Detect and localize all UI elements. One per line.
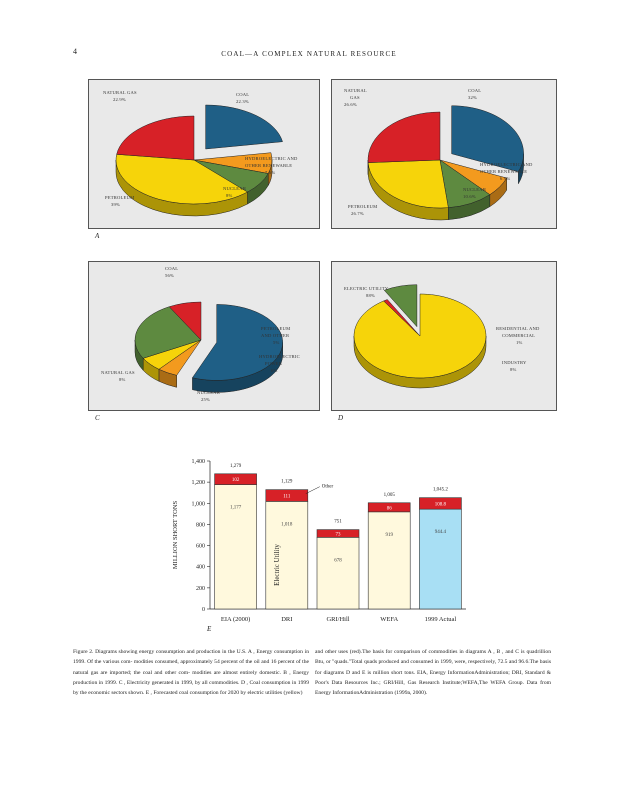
bar-chart-e-plot <box>160 455 480 625</box>
pie-slice-natural-gas <box>117 116 194 160</box>
pie-panel-a <box>88 79 320 229</box>
label-c-hydro: HYDROELECTRIC POWER 6% <box>259 354 300 373</box>
bar-electric-value-label: 919 <box>385 532 393 538</box>
bar-chart-e <box>160 455 480 625</box>
label-b-nuclear: NUCLEAR 10.6% <box>463 187 487 199</box>
label-b-natural-gas: NATURAL GAS 26.6% <box>344 88 367 107</box>
y-tick-label: 0 <box>202 607 205 613</box>
x-category-label: GRI/Hill <box>326 616 350 623</box>
pie-slice-natural-gas <box>368 112 440 163</box>
label-b-coal: COAL 32% <box>468 88 482 100</box>
pie-panel-b <box>331 79 557 229</box>
label-a-nuclear: NUCLEAR 8% <box>223 186 247 198</box>
x-category-label: WEFA <box>380 616 399 623</box>
panel-letter-e: E <box>207 625 212 633</box>
x-category-label: DRI <box>281 616 293 623</box>
bar-electric-value-label: 944.4 <box>434 530 447 536</box>
label-a-natural-gas: NATURAL GAS 22.9% <box>103 90 137 102</box>
pie-slice-coal <box>206 105 283 149</box>
panel-letter-d: D <box>338 414 344 422</box>
y-tick-label: 1,200 <box>191 480 205 487</box>
bar-total-label: 1,045.2 <box>432 487 448 493</box>
label-a-coal: COAL 22.3% <box>236 92 250 104</box>
x-category-label: 1999 Actual <box>424 616 457 623</box>
label-c-petroleum: PETROLEUM AND OTHER 5% <box>261 326 291 345</box>
y-tick-label: 1,000 <box>191 501 205 508</box>
bar-electric-value-label: 1,177 <box>229 505 242 511</box>
bar-other-value-label: 102 <box>231 478 240 484</box>
label-d-industry: INDUSTRY 8% <box>502 360 527 372</box>
label-d-residential: RESIDENTIAL AND COMMERCIAL 1% <box>496 326 540 345</box>
pie-panel-d <box>331 261 557 411</box>
label-a-petroleum: PETROLEUM 39% <box>105 195 135 207</box>
other-callout-label: Other <box>321 484 334 490</box>
caption-left-column: Figure 2. Diagrams showing energy consumption and production in the U.S. A , Energy consumption in 1999. Of the various com- modities consumed, approximately 54 percent of the oil and 16 percent of the natural gas are imported; the coal and other com- modities are almost entirely domestic. B , Energy production in 1999. C , Electricity generated in 1999, by all commodities. D , Coal consumption in 1999 by the economic sectors shown. E , Forecasted coal consumption for 2020 by electric utilities (yellow) <box>73 649 309 697</box>
bar-total-label: 751 <box>334 519 342 525</box>
bar-electric-utility <box>317 537 359 609</box>
caption-right-column: and other uses (red).The basis for comparison of commodities in diagrams A , B , and C is quadrillion Btu, or "quads."Total quads produced and consumed in 1999, were, respectively, 72.5 and 96.6.The basis for diagrams D and E is million short tons. EIA, Energy InformationAdministration; DRI, Standard & Poor's Data Resources Inc.; GRI/Hill, Gas Research Institute;WEFA,The WEFA Group. Data from Energy InformationAdministration (1999a, 2000). <box>315 649 551 697</box>
label-b-hydro: HYDROELECTRIC AND OTHER RENEWABLE 6.9% <box>480 162 533 181</box>
label-c-nuclear: NUCLEAR 25% <box>197 390 221 402</box>
y-tick-label: 200 <box>196 585 205 592</box>
label-c-natural-gas: NATURAL GAS 8% <box>101 370 135 382</box>
bar-total-label: 1,279 <box>229 463 242 469</box>
pie-panel-c <box>88 261 320 411</box>
bar-electric-value-label: 1,018 <box>281 522 293 528</box>
label-b-petroleum: PETROLEUM 26.7% <box>348 204 378 216</box>
bar-other-value-label: 86 <box>386 506 392 512</box>
panel-letter-c: C <box>95 414 100 422</box>
running-head: COAL—A COMPLEX NATURAL RESOURCE <box>221 50 397 58</box>
bar-electric-utility <box>419 509 461 609</box>
electric-utility-label: Electric Utility <box>272 544 281 586</box>
bar-other-value-label: 73 <box>335 532 341 538</box>
pie-slice-petroleum <box>368 160 448 208</box>
bar-other-value-label: 108.8 <box>434 502 447 508</box>
page-number: 4 <box>73 47 77 56</box>
bar-electric-utility <box>368 512 410 609</box>
x-category-label: EIA (2000) <box>220 616 251 623</box>
label-d-electric: ELECTRIC UTILITY 88% <box>344 286 389 298</box>
bar-electric-utility <box>215 485 257 609</box>
bar-other-value-label: 111 <box>283 494 291 500</box>
y-tick-label: 600 <box>196 543 205 550</box>
panel-letter-a: A <box>95 232 100 240</box>
label-a-hydro: HYDROELECTRIC AND OTHER RENEWABLE 7.6% <box>245 156 298 175</box>
bar-total-label: 1,129 <box>281 479 293 485</box>
y-tick-label: 400 <box>196 564 205 571</box>
y-axis-title: MILLION SHORT TONS <box>172 500 179 570</box>
y-tick-label: 800 <box>196 522 205 529</box>
y-tick-label: 1,400 <box>191 459 205 465</box>
bar-total-label: 1,005 <box>383 492 395 498</box>
label-c-coal: COAL 56% <box>165 266 179 278</box>
bar-electric-value-label: 678 <box>334 558 342 564</box>
